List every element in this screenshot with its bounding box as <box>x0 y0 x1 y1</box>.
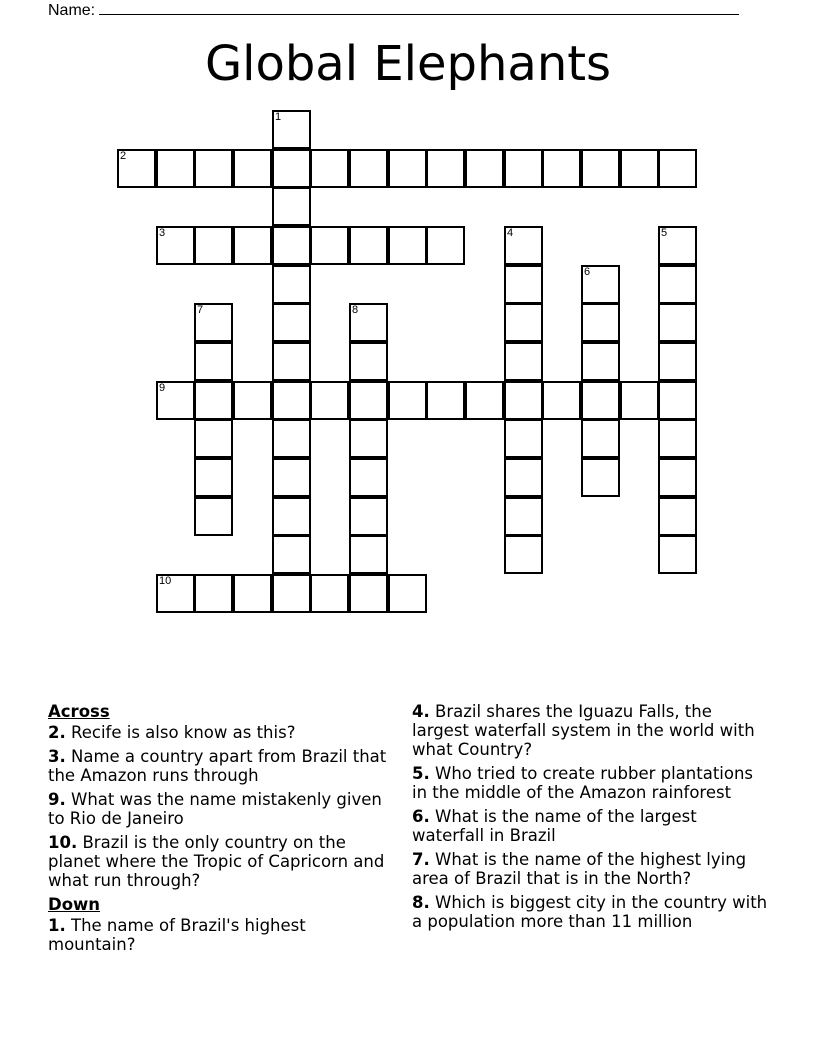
clue-number: 10. <box>48 833 78 852</box>
grid-cell[interactable] <box>581 265 620 304</box>
grid-cell[interactable] <box>349 303 388 342</box>
clue-number: 8. <box>412 893 430 912</box>
down-clue-5 <box>412 764 772 802</box>
grid-cell[interactable] <box>310 149 349 188</box>
cell-number: 1 <box>275 111 282 123</box>
grid-cell[interactable] <box>156 574 195 613</box>
grid-cell[interactable] <box>504 149 543 188</box>
grid-cell[interactable] <box>504 535 543 574</box>
clues-left-column <box>48 702 388 959</box>
grid-cell[interactable] <box>504 497 543 536</box>
grid-cell[interactable] <box>194 226 233 265</box>
grid-cell[interactable] <box>117 149 156 188</box>
grid-cell[interactable] <box>194 149 233 188</box>
down-clue-7 <box>412 850 772 888</box>
grid-cell[interactable] <box>465 149 504 188</box>
grid-cell[interactable] <box>156 226 195 265</box>
clue-text: What is the name of the highest lying area of Brazil that is in the North? <box>412 850 747 888</box>
grid-cell[interactable] <box>194 342 233 381</box>
grid-cell[interactable] <box>581 381 620 420</box>
clue-number: 7. <box>412 850 430 869</box>
grid-cell[interactable] <box>272 458 311 497</box>
grid-cell[interactable] <box>504 226 543 265</box>
grid-cell[interactable] <box>349 497 388 536</box>
grid-cell[interactable] <box>542 149 581 188</box>
grid-cell[interactable] <box>542 381 581 420</box>
grid-cell[interactable] <box>272 381 311 420</box>
clue-number: 5. <box>412 764 430 783</box>
grid-cell[interactable] <box>504 381 543 420</box>
across-clue-list <box>48 723 388 890</box>
across-clue-10 <box>48 833 388 890</box>
grid-cell[interactable] <box>349 226 388 265</box>
across-clue-2 <box>48 723 388 742</box>
grid-cell[interactable] <box>349 419 388 458</box>
clue-number: 1. <box>48 916 66 935</box>
grid-cell[interactable] <box>272 187 311 226</box>
down-clue-4 <box>412 702 772 759</box>
grid-cell[interactable] <box>658 303 697 342</box>
grid-cell[interactable] <box>349 149 388 188</box>
clue-number: 9. <box>48 790 66 809</box>
grid-cell[interactable] <box>581 303 620 342</box>
grid-cell[interactable] <box>349 574 388 613</box>
grid-cell[interactable] <box>194 497 233 536</box>
across-clue-9 <box>48 790 388 828</box>
grid-cell[interactable] <box>272 110 311 149</box>
grid-cell[interactable] <box>194 303 233 342</box>
grid-cell[interactable] <box>310 574 349 613</box>
cell-number: 9 <box>159 382 166 394</box>
clue-text: Brazil shares the Iguazu Falls, the largest waterfall system in the world with what Country? <box>412 702 755 759</box>
grid-cell[interactable] <box>272 342 311 381</box>
cell-number: 6 <box>584 266 591 278</box>
grid-cell[interactable] <box>233 574 272 613</box>
clues-right-column <box>412 702 772 936</box>
clue-text: Who tried to create rubber plantations in the middle of the Amazon rainforest <box>412 764 754 802</box>
grid-cell[interactable] <box>272 574 311 613</box>
grid-cell[interactable] <box>620 381 659 420</box>
grid-cell[interactable] <box>620 149 659 188</box>
grid-cell[interactable] <box>504 458 543 497</box>
down-heading: Down <box>48 895 101 914</box>
grid-cell[interactable] <box>504 342 543 381</box>
grid-cell[interactable] <box>310 381 349 420</box>
grid-cell[interactable] <box>465 381 504 420</box>
grid-cell[interactable] <box>349 458 388 497</box>
grid-cell[interactable] <box>272 226 311 265</box>
grid-cell[interactable] <box>658 342 697 381</box>
grid-cell[interactable] <box>388 226 427 265</box>
cell-number: 5 <box>661 227 668 239</box>
grid-cell[interactable] <box>658 458 697 497</box>
grid-cell[interactable] <box>658 535 697 574</box>
grid-cell[interactable] <box>426 149 465 188</box>
clue-text: What is the name of the largest waterfall in Brazil <box>412 807 697 845</box>
grid-cell[interactable] <box>658 381 697 420</box>
grid-cell[interactable] <box>349 535 388 574</box>
grid-cell[interactable] <box>272 265 311 304</box>
down-clue-list-continued <box>412 702 772 931</box>
clue-text: Name a country apart from Brazil that the Amazon runs through <box>48 747 387 785</box>
grid-cell[interactable] <box>658 419 697 458</box>
grid-cell[interactable] <box>658 265 697 304</box>
clue-text: Recife is also know as this? <box>71 723 296 742</box>
cell-number: 8 <box>352 304 359 316</box>
cell-number: 3 <box>159 227 166 239</box>
grid-cell[interactable] <box>272 149 311 188</box>
grid-cell[interactable] <box>272 419 311 458</box>
grid-cell[interactable] <box>504 265 543 304</box>
down-clue-1 <box>48 916 388 954</box>
clue-text: Which is biggest city in the country with a population more than 11 million <box>412 893 768 931</box>
grid-cell[interactable] <box>156 149 195 188</box>
grid-cell[interactable] <box>504 419 543 458</box>
down-clue-8 <box>412 893 772 931</box>
grid-cell[interactable] <box>349 342 388 381</box>
clue-number: 2. <box>48 723 66 742</box>
grid-cell[interactable] <box>349 381 388 420</box>
grid-cell[interactable] <box>156 381 195 420</box>
grid-cell[interactable] <box>658 226 697 265</box>
grid-cell[interactable] <box>581 419 620 458</box>
clue-number: 6. <box>412 807 430 826</box>
grid-cell[interactable] <box>426 226 465 265</box>
grid-cell[interactable] <box>581 149 620 188</box>
cell-number: 10 <box>159 575 172 587</box>
grid-cell[interactable] <box>194 419 233 458</box>
grid-cell[interactable] <box>194 381 233 420</box>
puzzle-title: Global Elephants <box>204 36 612 92</box>
grid-cell[interactable] <box>310 226 349 265</box>
grid-cell[interactable] <box>581 458 620 497</box>
down-clue-6 <box>412 807 772 845</box>
grid-cell[interactable] <box>581 342 620 381</box>
grid-cell[interactable] <box>272 535 311 574</box>
clue-text: The name of Brazil's highest mountain? <box>48 916 306 954</box>
down-clue-list <box>48 916 388 954</box>
across-heading: Across <box>48 702 110 721</box>
cell-number: 4 <box>507 227 514 239</box>
grid-cell[interactable] <box>426 381 465 420</box>
grid-cell[interactable] <box>272 497 311 536</box>
grid-cell[interactable] <box>658 149 697 188</box>
grid-cell[interactable] <box>388 149 427 188</box>
cell-number: 7 <box>197 304 204 316</box>
grid-cell[interactable] <box>388 381 427 420</box>
across-clue-3 <box>48 747 388 785</box>
clue-number: 3. <box>48 747 66 766</box>
grid-cell[interactable] <box>194 458 233 497</box>
grid-cell[interactable] <box>504 303 543 342</box>
grid-cell[interactable] <box>233 381 272 420</box>
cell-number: 2 <box>120 150 127 162</box>
grid-cell[interactable] <box>272 303 311 342</box>
grid-cell[interactable] <box>388 574 427 613</box>
clue-text: What was the name mistakenly given to Rio de Janeiro <box>48 790 382 828</box>
clue-text: Brazil is the only country on the planet where the Tropic of Capricorn and what run through? <box>48 833 385 890</box>
grid-cell[interactable] <box>194 574 233 613</box>
grid-cell[interactable] <box>658 497 697 536</box>
clue-number: 4. <box>412 702 430 721</box>
grid-cell[interactable] <box>233 226 272 265</box>
name-label: Name: <box>48 2 96 19</box>
grid-cell[interactable] <box>233 149 272 188</box>
